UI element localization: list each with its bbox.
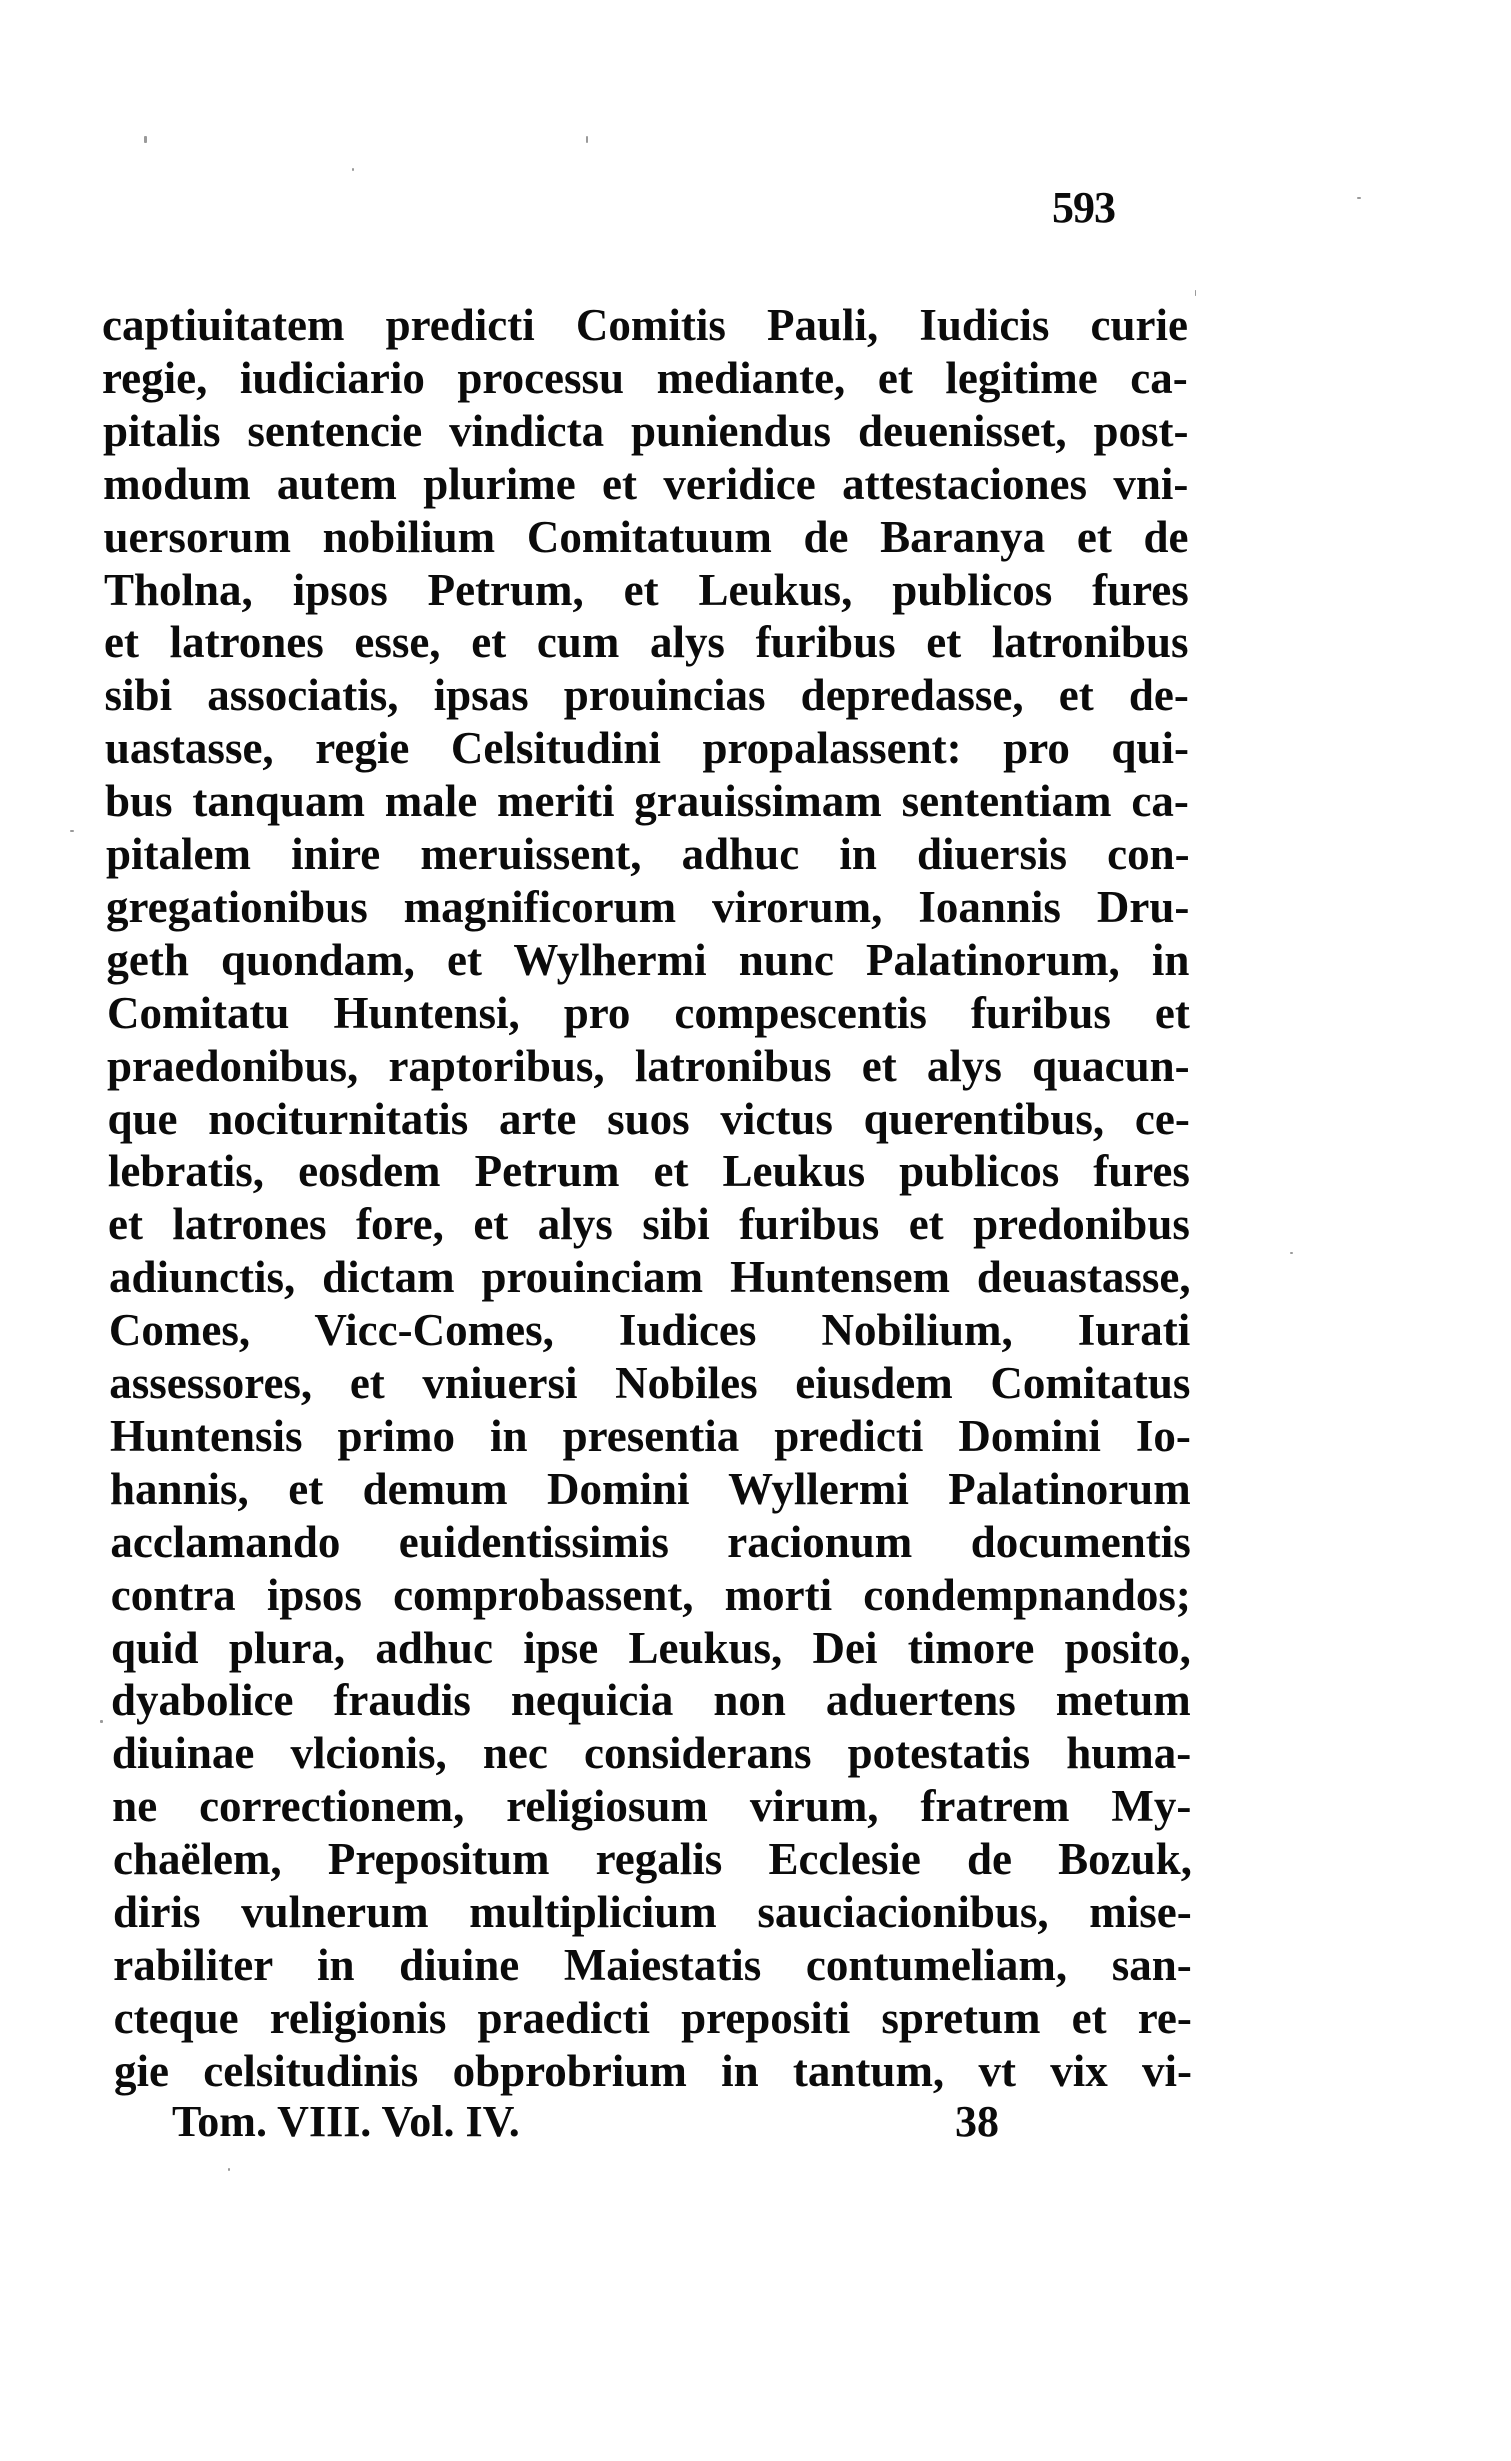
text-line: regie, iudiciario processu mediante, et legitime ca- (102, 352, 1189, 403)
text-line: lebratis, eosdem Petrum et Leukus publicos fures (107, 1146, 1190, 1197)
text-line: gie celsitudinis obprobrium in tantum, vt vix vi- (114, 2045, 1192, 2096)
text-line: Huntensis primo in presentia predicti Domini Io- (109, 1410, 1191, 1461)
text-line: pitalis sentencie vindicta puniendus deuenisset, post- (102, 405, 1189, 456)
scan-speck (586, 136, 588, 143)
text-line: modum autem plurime et veridice attestaciones vni- (103, 458, 1189, 509)
text-line: gregationibus magnificorum virorum, Ioannis Dru- (106, 881, 1190, 932)
text-line: cteque religionis praedicti prepositi spretum et re- (113, 1992, 1192, 2043)
text-line: sibi associatis, ipsas prouincias depredasse, et de- (104, 670, 1189, 721)
scan-speck (144, 136, 147, 143)
text-line: uastasse, regie Celsitudini propalassent: pro qui- (104, 723, 1189, 774)
text-line: quid plura, adhuc ipse Leukus, Dei timore posito, (111, 1622, 1192, 1673)
scan-speck (1357, 197, 1361, 199)
text-line: adiunctis, dictam prouinciam Huntensem deuastasse, (108, 1252, 1191, 1303)
text-line: hannis, et demum Domini Wyllermi Palatinorum (110, 1463, 1191, 1514)
scan-speck (70, 830, 74, 832)
text-line: assessores, et vniuersi Nobiles eiusdem Comitatus (109, 1358, 1191, 1408)
text-line: Comes, Vicc-Comes, Iudices Nobilium, Iurati (108, 1305, 1191, 1356)
scan-speck (1290, 1252, 1293, 1254)
text-line: bus tanquam male meriti grauissimam sententiam ca- (105, 776, 1190, 827)
text-line: ne correctionem, religiosum virum, fratrem My- (112, 1781, 1192, 1832)
scan-speck (100, 1720, 103, 1723)
text-line: et latrones fore, et alys sibi furibus et predonibus (108, 1199, 1191, 1250)
text-line: que nociturnitatis arte suos victus querentibus, ce- (107, 1093, 1190, 1144)
text-line: chaëlem, Prepositum regalis Ecclesie de Bozuk, (112, 1834, 1192, 1885)
text-line: et latrones esse, et cum alys furibus et latronibus (104, 617, 1189, 668)
scan-speck (1195, 290, 1196, 296)
text-line: dyabolice fraudis nequicia non aduertens metum (111, 1675, 1192, 1726)
text-line: geth quondam, et Wylhermi nunc Palatinorum, in (106, 934, 1190, 985)
text-line: uersorum nobilium Comitatuum de Baranya et de (103, 511, 1189, 562)
text-line: captiuitatem predicti Comitis Pauli, Iudicis curie (102, 300, 1188, 350)
text-line: pitalem inire meruissent, adhuc in diuersis con- (105, 829, 1190, 879)
scan-speck (352, 168, 354, 171)
text-line: Comitatu Huntensi, pro compescentis furibus et (106, 987, 1190, 1038)
text-line: acclamando euidentissimis racionum documentis (110, 1516, 1191, 1567)
text-line: rabiliter in diuine Maiestatis contumeliam, san- (113, 1939, 1192, 1990)
footer-signature: Tom. VIII. Vol. IV. (172, 2097, 520, 2146)
scan-speck (228, 2168, 230, 2171)
text-line: diuinae vlcionis, nec considerans potestatis huma- (111, 1728, 1192, 1779)
text-line: Tholna, ipsos Petrum, et Leukus, publicos fures (103, 564, 1189, 615)
text-line: diris vulnerum multiplicium sauciacionibus, mise- (112, 1887, 1192, 1937)
page-number: 593 (1052, 183, 1115, 232)
footer-sheet-number: 38 (955, 2097, 999, 2146)
text-line: praedonibus, raptoribus, latronibus et alys quacun- (107, 1040, 1190, 1091)
text-line: contra ipsos comprobassent, morti condempnandos; (110, 1569, 1191, 1620)
